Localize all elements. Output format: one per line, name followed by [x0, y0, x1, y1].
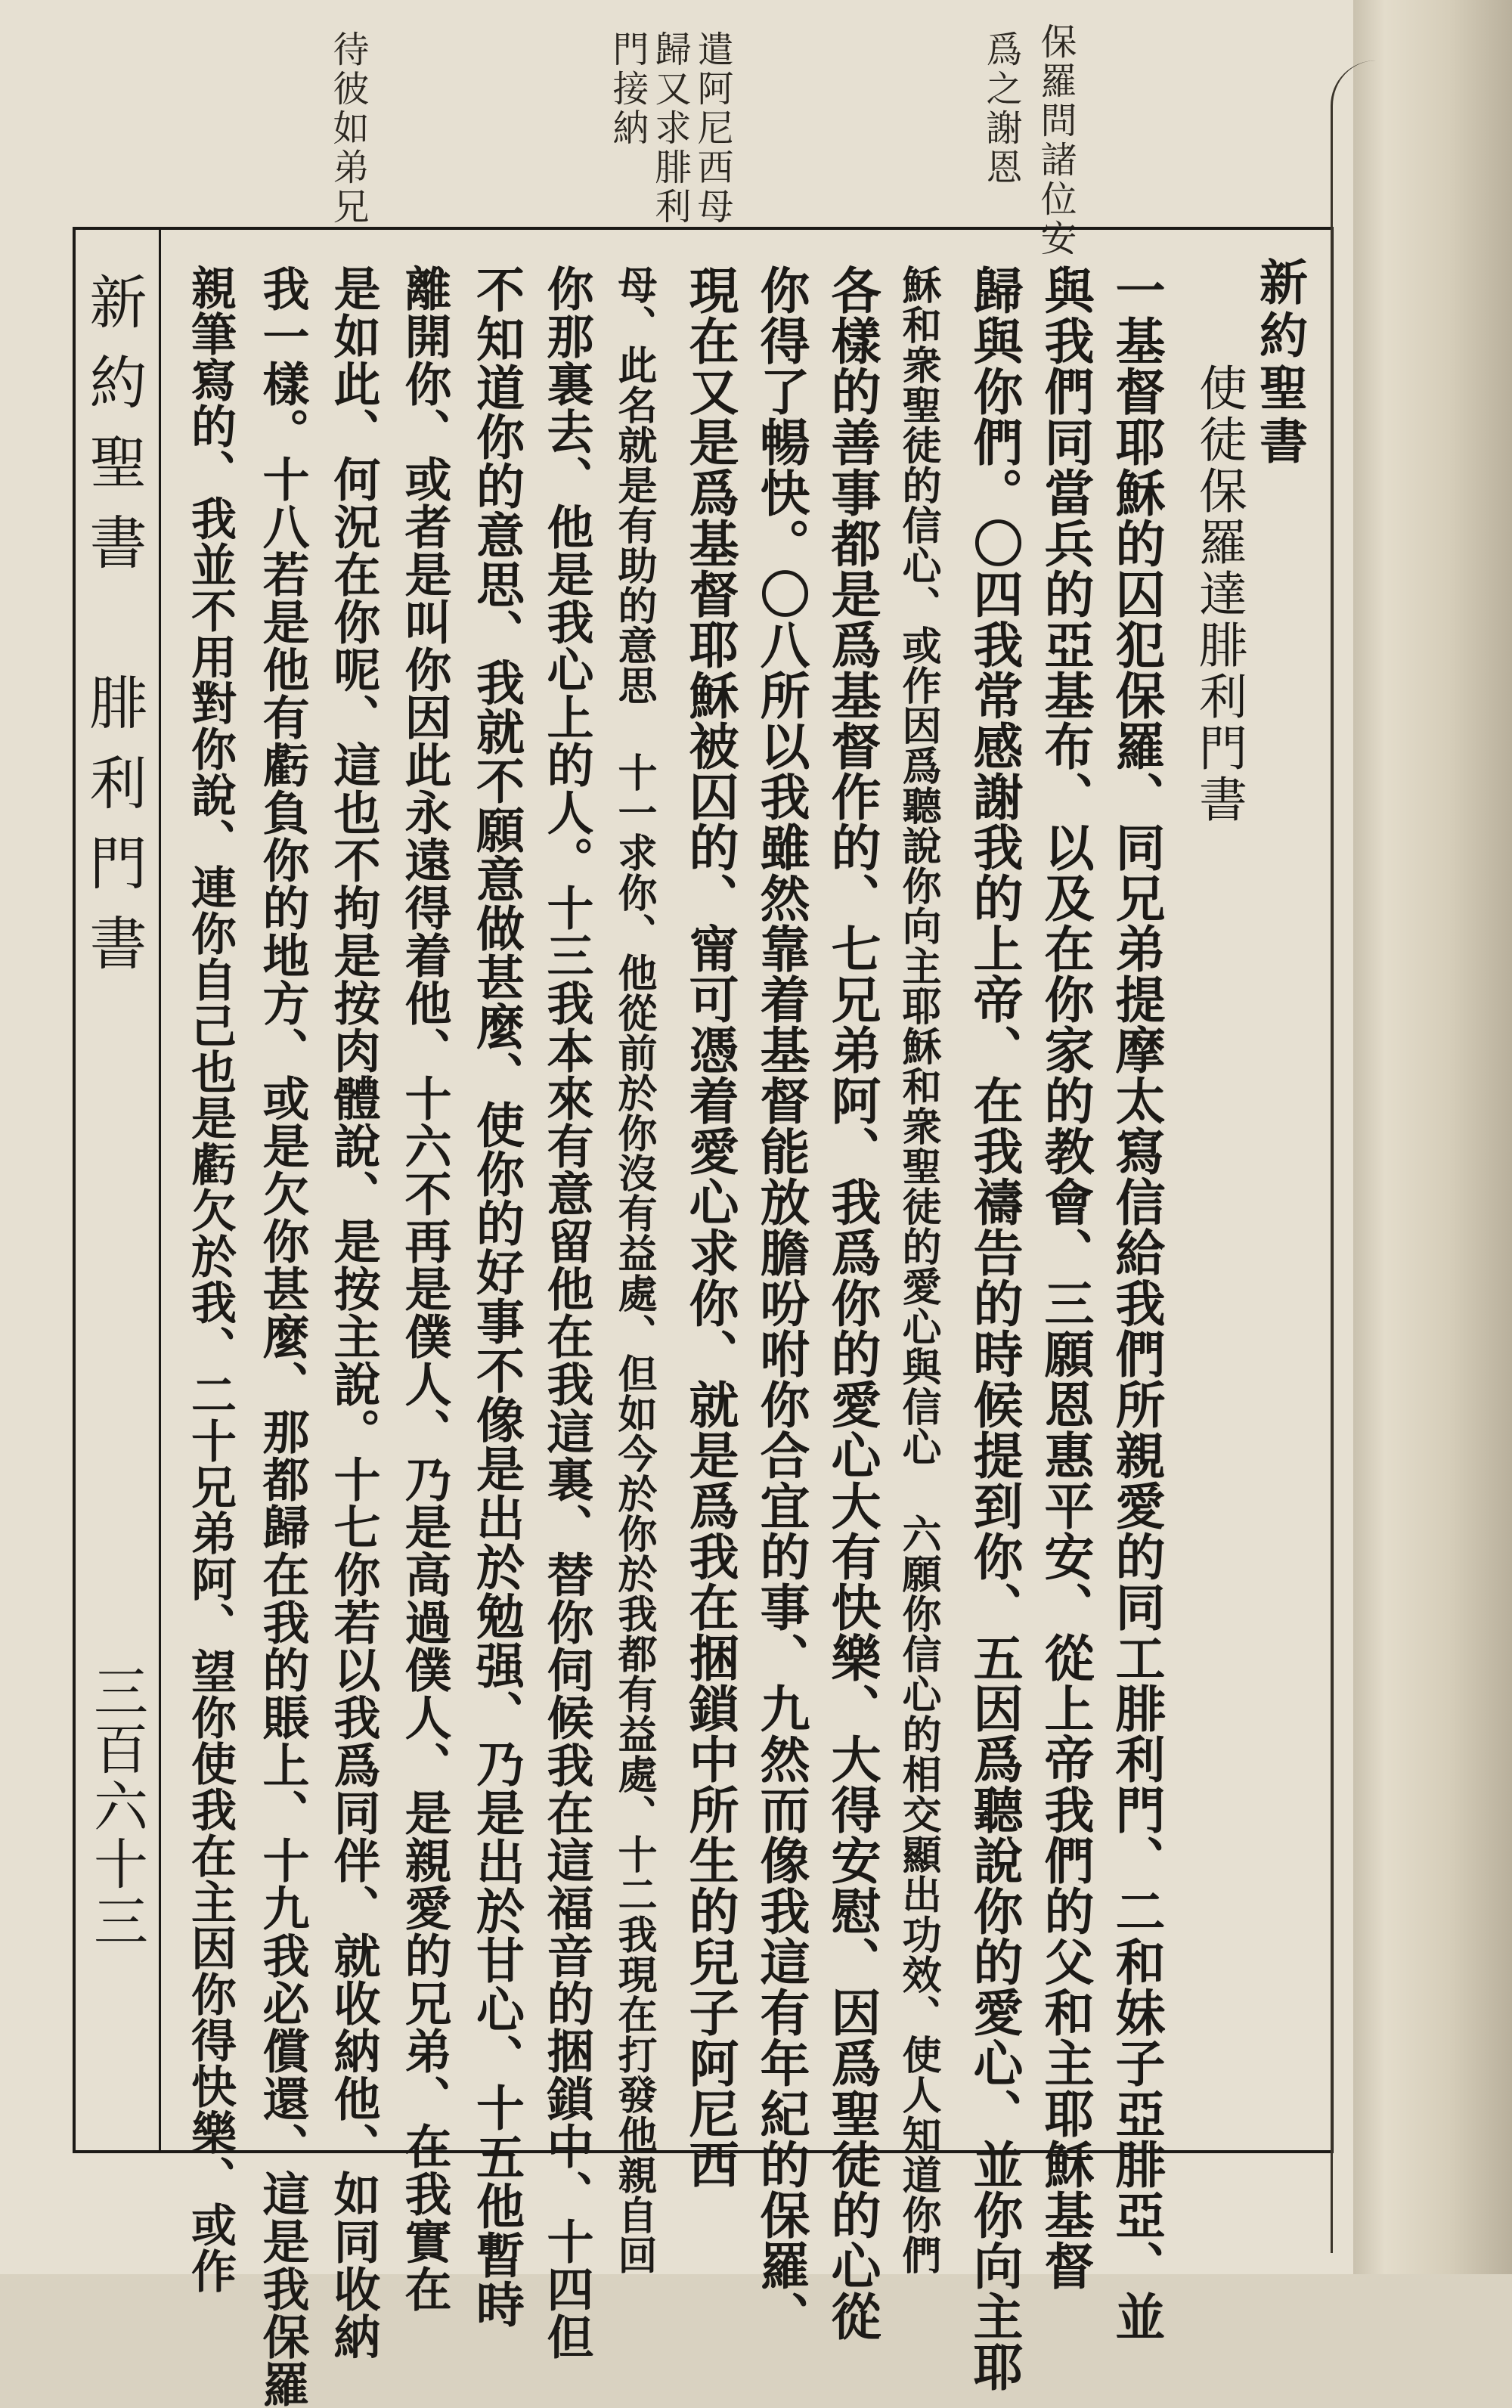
header-note: 保羅問諸位安 — [1034, 23, 1077, 259]
body-column: 離開你、或者是叫你因此永遠得着他、十六不再是僕人、乃是高過僕人、是親愛的兄弟、在我實在 — [397, 265, 452, 2313]
header-note: 爲之謝恩 — [980, 30, 1022, 187]
running-title: 新約聖書 腓利門書 — [80, 272, 147, 993]
body-column: 親筆寫的、我並不用對你說、連你自己也是虧欠於我、二十兄弟阿、望你使我在主因你得快樂、或作 — [184, 265, 237, 2294]
body-column: 我一樣。十八若是他有虧負你的地方、或是欠你甚麼、那都歸在我的賬上、十九我必償還、這是我保羅 — [255, 265, 310, 2408]
body-column: 不知道你的意思、我就不願意做甚麼、使你的好事不像是出於勉强、乃是出於甘心、十五他暫時 — [468, 265, 525, 2329]
page-number: 三百六十三 — [85, 1663, 148, 1951]
body-column: 是如此、何況在你呢、這也不拘是按肉體說、是按主說。十七你若以我爲同伴、就收納他、如同收納 — [326, 265, 381, 2360]
body-column: 母、此名就是有助的意思 十一求你、他從前於你沒有益處、但如今於你於我都有益處、十二我現在打發他親自回 — [611, 265, 657, 2275]
body-column: 各樣的善事都是爲基督作的、七兄弟阿、我爲你的愛心大有快樂、大得安慰、因爲聖徒的心從 — [823, 265, 881, 2341]
body-column: 穌和衆聖徒的信心、或作因爲聽說你向主耶穌和衆聖徒的愛心與信心 六願你信心的相交顯出功效、使人知道你們 — [895, 265, 941, 2275]
epistle-title: 使徒保羅達腓利門書 — [1191, 363, 1247, 826]
body-column: 現在又是爲基督耶穌被囚的、甯可憑着愛心求你、就是爲我在捆鎖中所生的兒子阿尼西 — [680, 265, 739, 2190]
body-column: 你那裏去、他是我心上的人。十三我本來有意留他在我這裏、替你伺候我在這福音的捆鎖中、十四但 — [539, 265, 594, 2360]
header-note: 待彼如弟兄 — [327, 30, 369, 227]
margin-divider — [159, 227, 161, 2153]
body-column: 與我們同當兵的亞基布、以及在你家的教會、三願恩惠平安、從上帝我們的父和主耶穌基督 — [1036, 265, 1095, 2291]
header-note: 門接納 — [606, 30, 649, 148]
next-page-edge — [1353, 0, 1512, 2274]
book-title: 新約聖書 — [1251, 257, 1308, 469]
page-curl — [1331, 60, 1512, 2253]
body-column: 一基督耶穌的囚犯保羅、同兄弟提摩太寫信給我們所親愛的同工腓利門、二和妹子亞腓亞、並 — [1107, 265, 1166, 2341]
header-note: 遣阿尼西母 — [691, 30, 733, 227]
body-column: 歸與你們。〇四我常感謝我的上帝、在我禱告的時候提到你、五因爲聽說你的愛心、並你向主耶 — [965, 265, 1024, 2392]
body-column: 你得了暢快。〇八所以我雖然靠着基督能放膽吩咐你合宜的事、九然而像我這有年紀的保羅、 — [751, 265, 810, 2341]
header-note: 歸又求腓利 — [649, 30, 691, 227]
